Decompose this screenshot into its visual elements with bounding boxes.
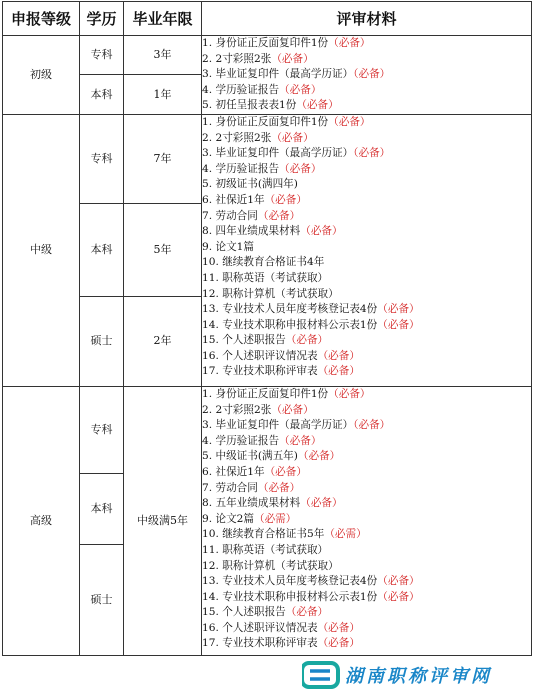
material-text: 6. 社保近1年 — [202, 193, 265, 206]
list-item — [202, 224, 531, 240]
material-text: 3. 毕业证复印件（最高学历证） — [202, 419, 354, 432]
years-cell: 3年 — [124, 36, 202, 75]
required-tag: （必备） — [377, 575, 420, 588]
required-tag: （必备） — [328, 387, 371, 400]
material-text: 11. 职称英语（考试获取） — [202, 271, 329, 284]
list-item — [202, 465, 531, 481]
required-tag: （必备） — [271, 131, 314, 144]
required-tag: （必备） — [257, 209, 301, 222]
material-text: 4. 学历验证报告 — [202, 434, 280, 447]
material-text: 11. 职称英语（考试获取） — [202, 543, 329, 556]
material-text: 5. 初级证书(满四年) — [202, 178, 298, 191]
required-tag: （必备） — [300, 497, 343, 510]
material-text: 2. 2寸彩照2张 — [202, 131, 272, 144]
list-item — [202, 271, 531, 287]
list-item — [202, 52, 531, 68]
list-item — [202, 481, 531, 497]
list-item — [202, 512, 531, 528]
education-cell: 硕士 — [80, 544, 124, 655]
required-tag: （必备） — [377, 318, 420, 331]
list-item — [202, 146, 531, 162]
material-text: 5. 初任呈报表表1份 — [202, 99, 297, 112]
header-row — [3, 2, 532, 36]
list-item — [202, 349, 531, 365]
materials-intermediate — [202, 114, 532, 386]
required-tag: （必需） — [254, 512, 297, 525]
table-row — [3, 114, 532, 203]
material-text: 12. 职称计算机（考试获取） — [202, 287, 339, 300]
years-cell: 7年 — [124, 114, 202, 203]
material-text: 3. 毕业证复印件（最高学历证） — [202, 147, 354, 160]
list-item — [202, 387, 531, 403]
header-materials: 评审材料 — [202, 2, 532, 36]
list-item — [202, 287, 531, 303]
material-text: 9. 论文1篇 — [202, 240, 254, 253]
required-tag: （必需） — [324, 528, 367, 541]
required-tag: （必备） — [317, 637, 360, 650]
required-tag: （必备） — [377, 590, 420, 603]
list-item — [202, 131, 531, 147]
education-cell: 专科 — [80, 36, 124, 75]
required-tag: （必备） — [296, 99, 339, 112]
list-item — [202, 302, 531, 318]
education-cell: 本科 — [80, 75, 124, 114]
list-item — [202, 255, 531, 271]
material-text: 5. 中级证书(满五年) — [202, 450, 298, 463]
material-text: 9. 论文2篇 — [202, 512, 254, 525]
header-level: 申报等级 — [3, 2, 80, 36]
required-tag: （必备） — [328, 37, 371, 49]
material-text: 10. 继续教育合格证书4年 — [202, 256, 325, 269]
list-item — [202, 333, 531, 349]
material-text: 17. 专业技术职称评审表 — [202, 637, 318, 650]
list-item — [202, 36, 531, 52]
materials-senior — [202, 386, 532, 655]
required-tag: （必备） — [279, 162, 322, 175]
required-tag: （必备） — [300, 225, 343, 238]
header-years: 毕业年限 — [124, 2, 202, 36]
material-text: 4. 学历验证报告 — [202, 162, 280, 175]
list-item — [202, 434, 531, 450]
education-cell: 本科 — [80, 473, 124, 544]
list-item — [202, 162, 531, 178]
materials-junior — [202, 36, 532, 115]
material-text: 3. 毕业证复印件（最高学历证） — [202, 68, 354, 81]
material-text: 17. 专业技术职称评审表 — [202, 365, 318, 378]
education-cell: 本科 — [80, 203, 124, 296]
material-text: 2. 2寸彩照2张 — [202, 403, 272, 416]
material-text: 2. 2寸彩照2张 — [202, 52, 272, 65]
required-tag: （必备） — [279, 83, 322, 96]
education-cell: 硕士 — [80, 296, 124, 386]
material-text: 8. 五年业绩成果材料 — [202, 497, 301, 510]
material-text: 1. 身份证正反面复印件1份 — [202, 387, 329, 400]
required-tag: （必备） — [317, 365, 360, 378]
required-tag: （必备） — [317, 349, 360, 362]
watermark-text: 湖南职称评审网 — [345, 666, 492, 687]
list-item — [202, 621, 531, 637]
material-text: 1. 身份证正反面复印件1份 — [202, 37, 329, 49]
list-item — [202, 98, 531, 114]
required-tag: （必备） — [271, 52, 314, 65]
required-tag: （必备） — [257, 481, 301, 494]
header-education: 学历 — [80, 2, 124, 36]
years-cell: 1年 — [124, 75, 202, 114]
required-tag: （必备） — [271, 403, 314, 416]
material-text: 15. 个人述职报告 — [202, 334, 286, 347]
list-item — [202, 543, 531, 559]
material-text: 8. 四年业绩成果材料 — [202, 225, 301, 238]
list-item — [202, 67, 531, 83]
required-tag: （必备） — [264, 465, 307, 478]
years-cell: 中级满5年 — [124, 386, 202, 655]
list-item — [202, 418, 531, 434]
material-text: 16. 个人述职评议情况表 — [202, 621, 318, 634]
material-text: 7. 劳动合同 — [202, 209, 258, 222]
requirements-table — [2, 1, 532, 656]
required-tag: （必备） — [285, 334, 329, 347]
material-text: 1. 身份证正反面复印件1份 — [202, 115, 329, 128]
list-item — [202, 193, 531, 209]
required-tag: （必备） — [264, 193, 307, 206]
required-tag: （必备） — [297, 450, 341, 463]
list-item — [202, 403, 531, 419]
required-tag: （必备） — [353, 147, 391, 160]
education-cell: 专科 — [80, 114, 124, 203]
required-tag: （必备） — [328, 115, 371, 128]
material-text: 6. 社保近1年 — [202, 465, 265, 478]
years-cell: 2年 — [124, 296, 202, 386]
material-text: 16. 个人述职评议情况表 — [202, 349, 318, 362]
table-row — [3, 386, 532, 473]
list-item — [202, 364, 531, 380]
list-item — [202, 318, 531, 334]
material-text: 15. 个人述职报告 — [202, 606, 286, 619]
required-tag: （必备） — [377, 303, 420, 316]
material-text: 10. 继续教育合格证书5年 — [202, 528, 325, 541]
required-tag: （必备） — [353, 68, 391, 81]
material-text: 4. 学历验证报告 — [202, 83, 280, 96]
required-tag: （必备） — [285, 606, 329, 619]
required-tag: （必备） — [279, 434, 322, 447]
list-item — [202, 559, 531, 575]
material-text: 7. 劳动合同 — [202, 481, 258, 494]
level-junior: 初级 — [3, 36, 80, 115]
list-item — [202, 177, 531, 193]
list-item — [202, 574, 531, 590]
list-item — [202, 527, 531, 543]
list-item — [202, 605, 531, 621]
level-intermediate: 中级 — [3, 114, 80, 386]
required-tag: （必备） — [317, 621, 360, 634]
list-item — [202, 115, 531, 131]
list-item — [202, 449, 531, 465]
material-text: 14. 专业技术职称申报材料公示表1份 — [202, 318, 378, 331]
material-text: 13. 专业技术人员年度考核登记表4份 — [202, 575, 378, 588]
list-item — [202, 240, 531, 256]
list-item — [202, 83, 531, 99]
list-item — [202, 590, 531, 606]
list-item — [202, 209, 531, 225]
table-row — [3, 36, 532, 75]
material-text: 13. 专业技术人员年度考核登记表4份 — [202, 303, 378, 316]
material-text: 12. 职称计算机（考试获取） — [202, 559, 339, 572]
required-tag: （必备） — [353, 419, 391, 432]
level-senior: 高级 — [3, 386, 80, 655]
years-cell: 5年 — [124, 203, 202, 296]
list-item — [202, 636, 531, 652]
education-cell: 专科 — [80, 386, 124, 473]
list-item — [202, 496, 531, 512]
material-text: 14. 专业技术职称申报材料公示表1份 — [202, 590, 378, 603]
